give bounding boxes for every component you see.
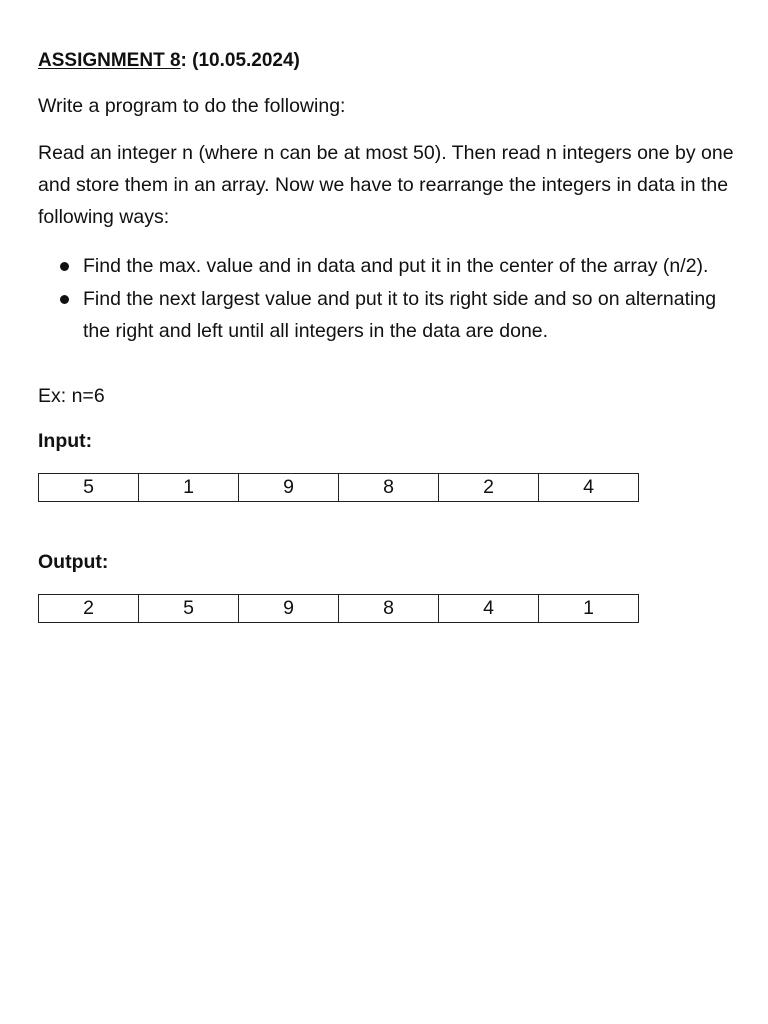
step-item: [38, 250, 728, 283]
steps-list: [38, 250, 728, 348]
input-cell: 1: [139, 474, 239, 502]
output-cell: 5: [139, 595, 239, 623]
step-text: Find the next largest value and put it to its right side and so on alternating the right and left until all integers in the data are done.: [83, 287, 717, 342]
input-label: Input:: [38, 430, 93, 452]
example-text: Ex: n=6: [38, 385, 105, 407]
input-cell: 4: [539, 474, 639, 502]
input-array-row: [39, 474, 639, 502]
assignment-title-date: : (10.05.2024): [180, 50, 300, 71]
assignment-title: [38, 47, 300, 75]
output-cell: 4: [439, 595, 539, 623]
output-array: [38, 594, 639, 623]
input-cell: 9: [239, 474, 339, 502]
step-item: [38, 283, 728, 348]
intro-text: Write a program to do the following:: [38, 95, 346, 117]
input-cell: 2: [439, 474, 539, 502]
output-cell: 1: [539, 595, 639, 623]
bullet-icon: [60, 262, 69, 271]
problem-description: Read an integer n (where n can be at most 50). Then read n integers one by one and store them in an array. Now we have to rearrange the integers in data in the following ways:: [38, 142, 734, 228]
output-cell: 2: [39, 595, 139, 623]
input-cell: 5: [39, 474, 139, 502]
assignment-title-number: ASSIGNMENT 8: [38, 50, 181, 71]
input-cell: 8: [339, 474, 439, 502]
output-cell: 8: [339, 595, 439, 623]
output-cell: 9: [239, 595, 339, 623]
output-label: Output:: [38, 551, 109, 573]
output-array-row: [39, 595, 639, 623]
bullet-icon: [60, 295, 69, 304]
step-text: Find the max. value and in data and put it in the center of the array (n/2).: [83, 255, 709, 277]
input-array: [38, 473, 639, 502]
